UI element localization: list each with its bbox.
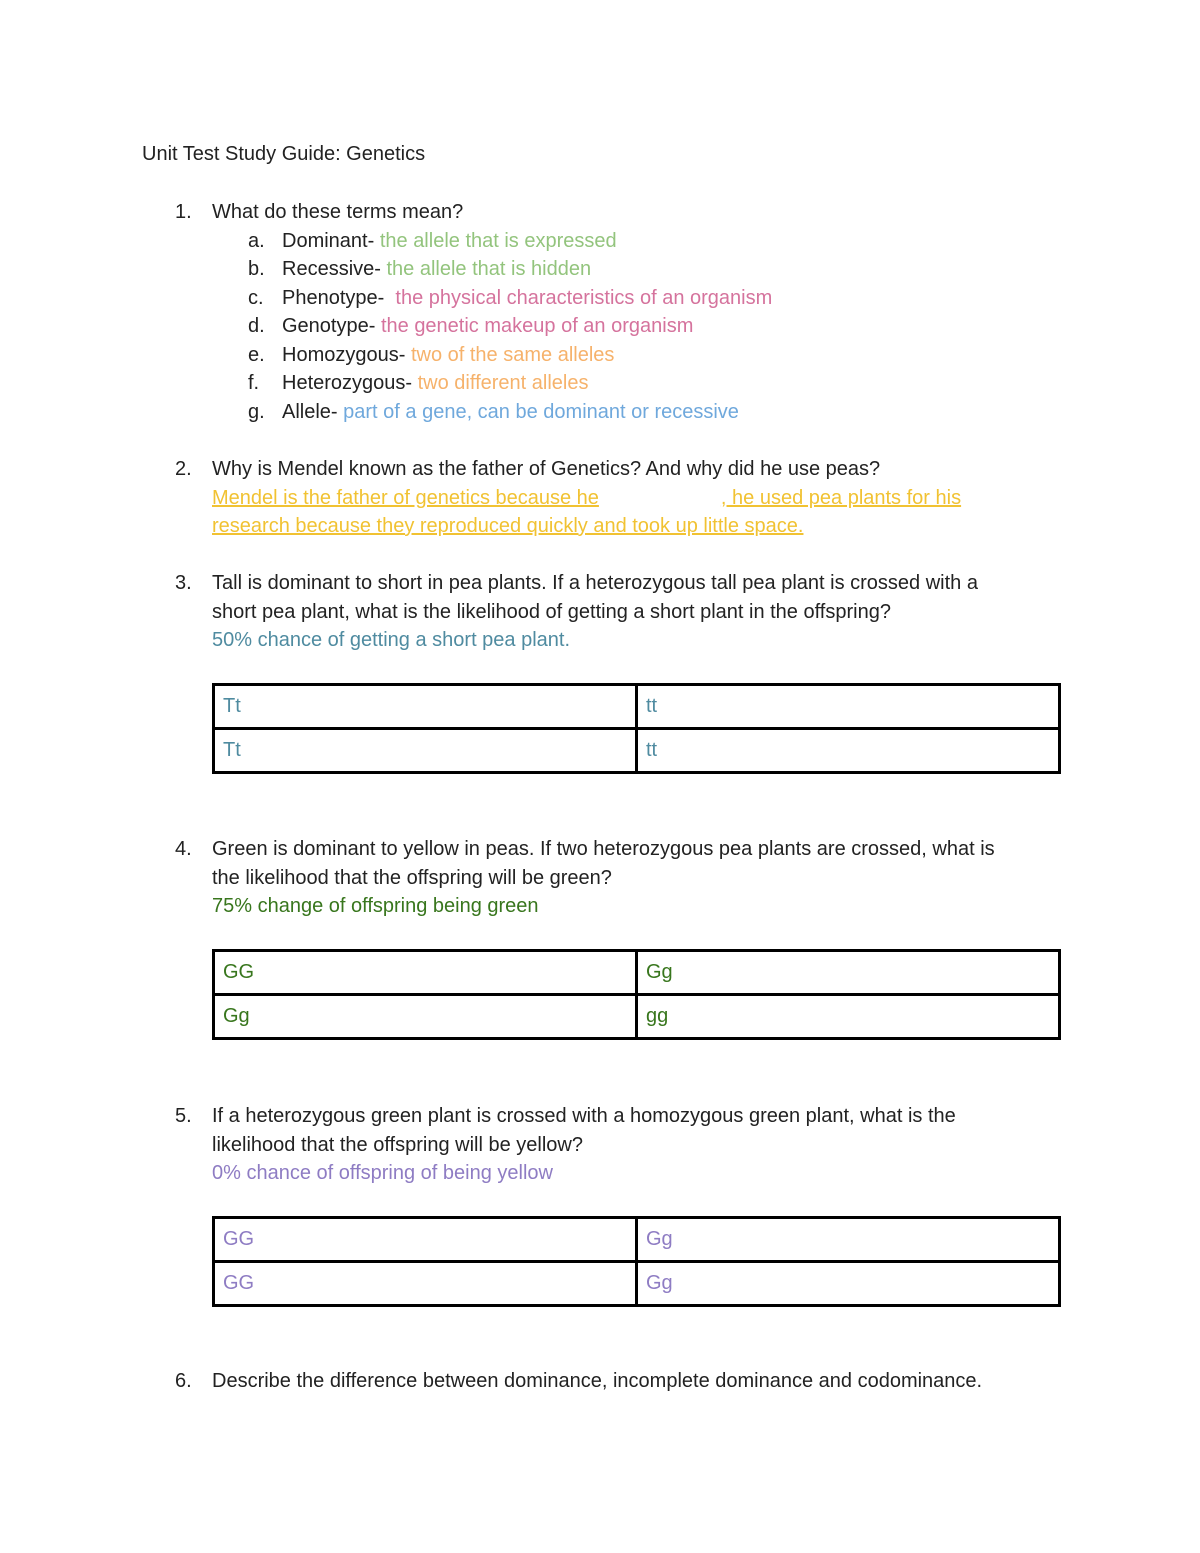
punnett-cell: tt <box>637 685 1060 729</box>
term-definition: the physical characteristics of an organism <box>395 286 773 309</box>
punnett-cell: gg <box>637 995 1060 1039</box>
term-item-homozygous: e. Homozygous- two of the same alleles <box>248 343 615 366</box>
table-row <box>214 951 1060 995</box>
table-row <box>214 995 1060 1039</box>
question-number: 3. <box>175 572 192 594</box>
term-label: Phenotype- <box>282 286 385 309</box>
punnett-cell: Gg <box>637 1262 1060 1306</box>
question-number: 4. <box>175 838 192 860</box>
term-item-recessive: b. Recessive- the allele that is hidden <box>248 258 592 280</box>
punnett-cell: Tt <box>214 685 637 729</box>
term-definition: the genetic makeup of an organism <box>380 315 694 337</box>
question-text: Tall is dominant to short in pea plants. If a heterozygous tall pea plant is crossed with a <box>212 572 978 594</box>
question-text: Describe the difference between dominance, incomplete dominance and codominance. <box>212 1370 983 1392</box>
term-definition: the allele that is expressed <box>379 229 617 252</box>
punnett-cell: Gg <box>637 951 1060 995</box>
punnett-cell: tt <box>637 729 1060 773</box>
punnett-cell: GG <box>214 1262 637 1306</box>
question-text-line-2: short pea plant, what is the likelihood of getting a short plant in the offspring? <box>212 600 891 623</box>
term-item-phenotype: c. Phenotype- the physical characteristics of an organism <box>248 286 773 309</box>
term-item-dominant: a. Dominant- the allele that is expressed <box>248 229 617 252</box>
table-row <box>214 1218 1060 1262</box>
punnett-square-q4 <box>212 949 1061 1040</box>
question-text: Why is Mendel known as the father of Genetics? And why did he use peas? <box>212 458 881 480</box>
term-definition: two different alleles <box>417 372 589 394</box>
question-number: 2. <box>175 458 192 480</box>
question-3 <box>175 569 1075 655</box>
punnett-cell: Gg <box>637 1218 1060 1262</box>
question-4 <box>175 835 1075 921</box>
question-text-line-2: the likelihood that the offspring will be green? <box>212 866 612 889</box>
question-6 <box>175 1367 1075 1396</box>
question-number: 1. <box>175 201 192 223</box>
question-number: 5. <box>175 1105 192 1127</box>
punnett-cell: Gg <box>214 995 637 1039</box>
term-label: Dominant- <box>282 229 375 252</box>
question-text-line-2: likelihood that the offspring will be yellow? <box>212 1133 583 1156</box>
question-5 <box>175 1102 1075 1188</box>
question-text: What do these terms mean? <box>212 201 464 223</box>
page-title: Unit Test Study Guide: Genetics <box>142 143 426 165</box>
term-label: Genotype- <box>282 315 376 337</box>
punnett-cell: GG <box>214 1218 637 1262</box>
term-definition: the allele that is hidden <box>386 258 592 280</box>
answer-text: Mendel is the father of genetics because he , he used pea plants for his <box>212 486 962 509</box>
question-2 <box>175 455 1075 541</box>
question-text: Green is dominant to yellow in peas. If two heterozygous pea plants are crossed, what is <box>212 838 995 860</box>
answer-text-line-2: research because they reproduced quickly and took up little space. <box>212 515 804 537</box>
answer-text: 0% chance of offspring of being yellow <box>212 1162 553 1184</box>
punnett-cell: Tt <box>214 729 637 773</box>
question-text: If a heterozygous green plant is crossed with a homozygous green plant, what is the <box>212 1105 956 1127</box>
term-item-genotype: d. Genotype- the genetic makeup of an organism <box>248 315 694 337</box>
term-label: Homozygous- <box>282 343 406 366</box>
term-definition: part of a gene, can be dominant or recessive <box>343 400 739 423</box>
term-item-heterozygous: f. Heterozygous- two different alleles <box>248 372 589 394</box>
term-definition: two of the same alleles <box>410 343 615 366</box>
punnett-square-q5 <box>212 1216 1061 1307</box>
table-row <box>214 1262 1060 1306</box>
question-1 <box>175 198 1075 426</box>
terms-list <box>212 227 1075 427</box>
question-number: 6. <box>175 1370 192 1392</box>
term-label: Allele- <box>282 400 338 423</box>
punnett-cell: GG <box>214 951 637 995</box>
answer-text: 50% chance of getting a short pea plant. <box>212 629 571 651</box>
punnett-square-q3 <box>212 683 1061 774</box>
table-row <box>214 729 1060 773</box>
answer-text: 75% change of offspring being green <box>212 895 539 917</box>
term-label: Heterozygous- <box>282 372 413 394</box>
table-row <box>214 685 1060 729</box>
term-label: Recessive- <box>282 258 381 280</box>
term-item-allele: g. Allele- part of a gene, can be dominant or recessive <box>248 400 739 423</box>
